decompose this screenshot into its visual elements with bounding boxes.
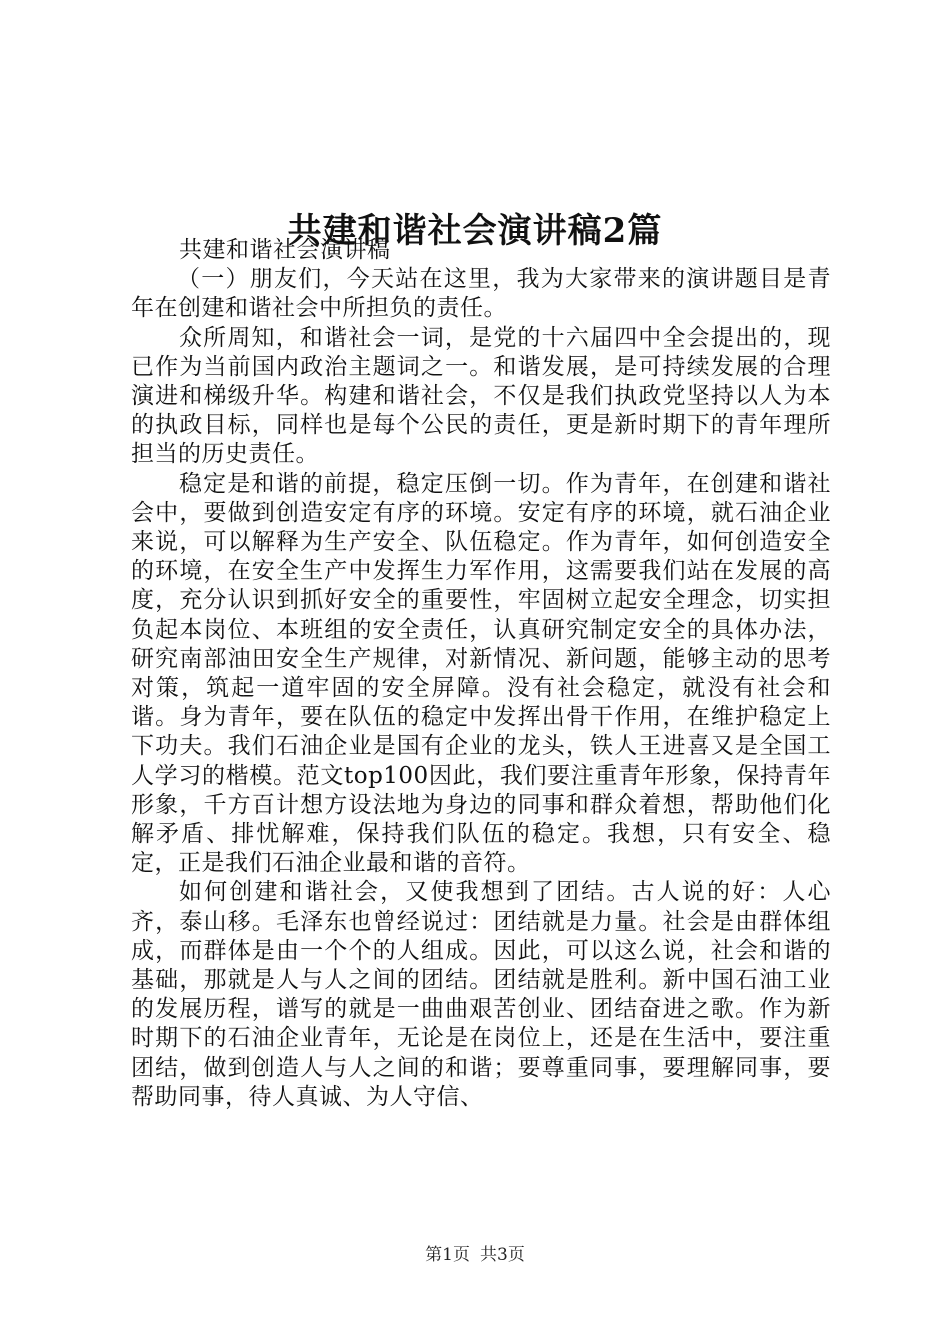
page-footer: [0, 1244, 950, 1266]
document-title: 共建和谐社会演讲稿2篇: [287, 210, 663, 251]
page-total: 共3页: [480, 1245, 525, 1265]
page-number: 第1页: [425, 1245, 470, 1265]
document-body: [131, 236, 831, 1112]
document-subtitle: 共建和谐社会演讲稿: [179, 237, 391, 263]
paragraph: 众所周知，和谐社会一词，是党的十六届四中全会提出的，现已作为当前国内政治主题词之一。和谐发展，是可持续发展的合理演进和梯级升华。构建和谐社会，不仅是我们执政党坚持以人为本的执政目标，同样也是每个公民的责任，更是新时期下的青年理所担当的历史责任。: [131, 324, 831, 468]
paragraph: （一）朋友们，今天站在这里，我为大家带来的演讲题目是青年在创建和谐社会中所担负的责任。: [131, 266, 831, 322]
paragraph: 稳定是和谐的前提，稳定压倒一切。作为青年，在创建和谐社会中，要做到创造安定有序的环境。安定有序的环境，就石油企业来说，可以解释为生产安全、队伍稳定。作为青年，如何创造安全的环境，在安全生产中发挥生力军作用，这需要我们站在发展的高度，充分认识到抓好安全的重要性，牢固树立起安全理念，切实担负起本岗位、本班组的安全责任，认真研究制定安全的具体办法，研究南部油田安全生产规律，对新情况、新问题，能够主动的思考对策，筑起一道牢固的安全屏障。没有社会稳定，就没有社会和谐。身为青年，要在队伍的稳定中发挥出骨干作用，在维护稳定上下功夫。我们石油企业是国有企业的龙头，铁人王进喜又是全国工人学习的楷模。范文top100因此，我们要注重青年形象，保持青年形象，千方百计想方设法地为身边的同事和群众着想，帮助他们化解矛盾、排忧解难，保持我们队伍的稳定。我想，只有安全、稳定，正是我们石油企业最和谐的音符。: [131, 470, 831, 877]
paragraph: 如何创建和谐社会，又使我想到了团结。古人说的好：人心齐，泰山移。毛泽东也曾经说过：团结就是力量。社会是由群体组成，而群体是由一个个的人组成。因此，可以这么说，社会和谐的基础，那就是人与人之间的团结。团结就是胜利。新中国石油工业的发展历程，谱写的就是一曲曲艰苦创业、团结奋进之歌。作为新时期下的石油企业青年，无论是在岗位上，还是在生活中，要注重团结，做到创造人与人之间的和谐；要尊重同事，要理解同事，要帮助同事，待人真诚、为人守信、: [131, 879, 831, 1110]
